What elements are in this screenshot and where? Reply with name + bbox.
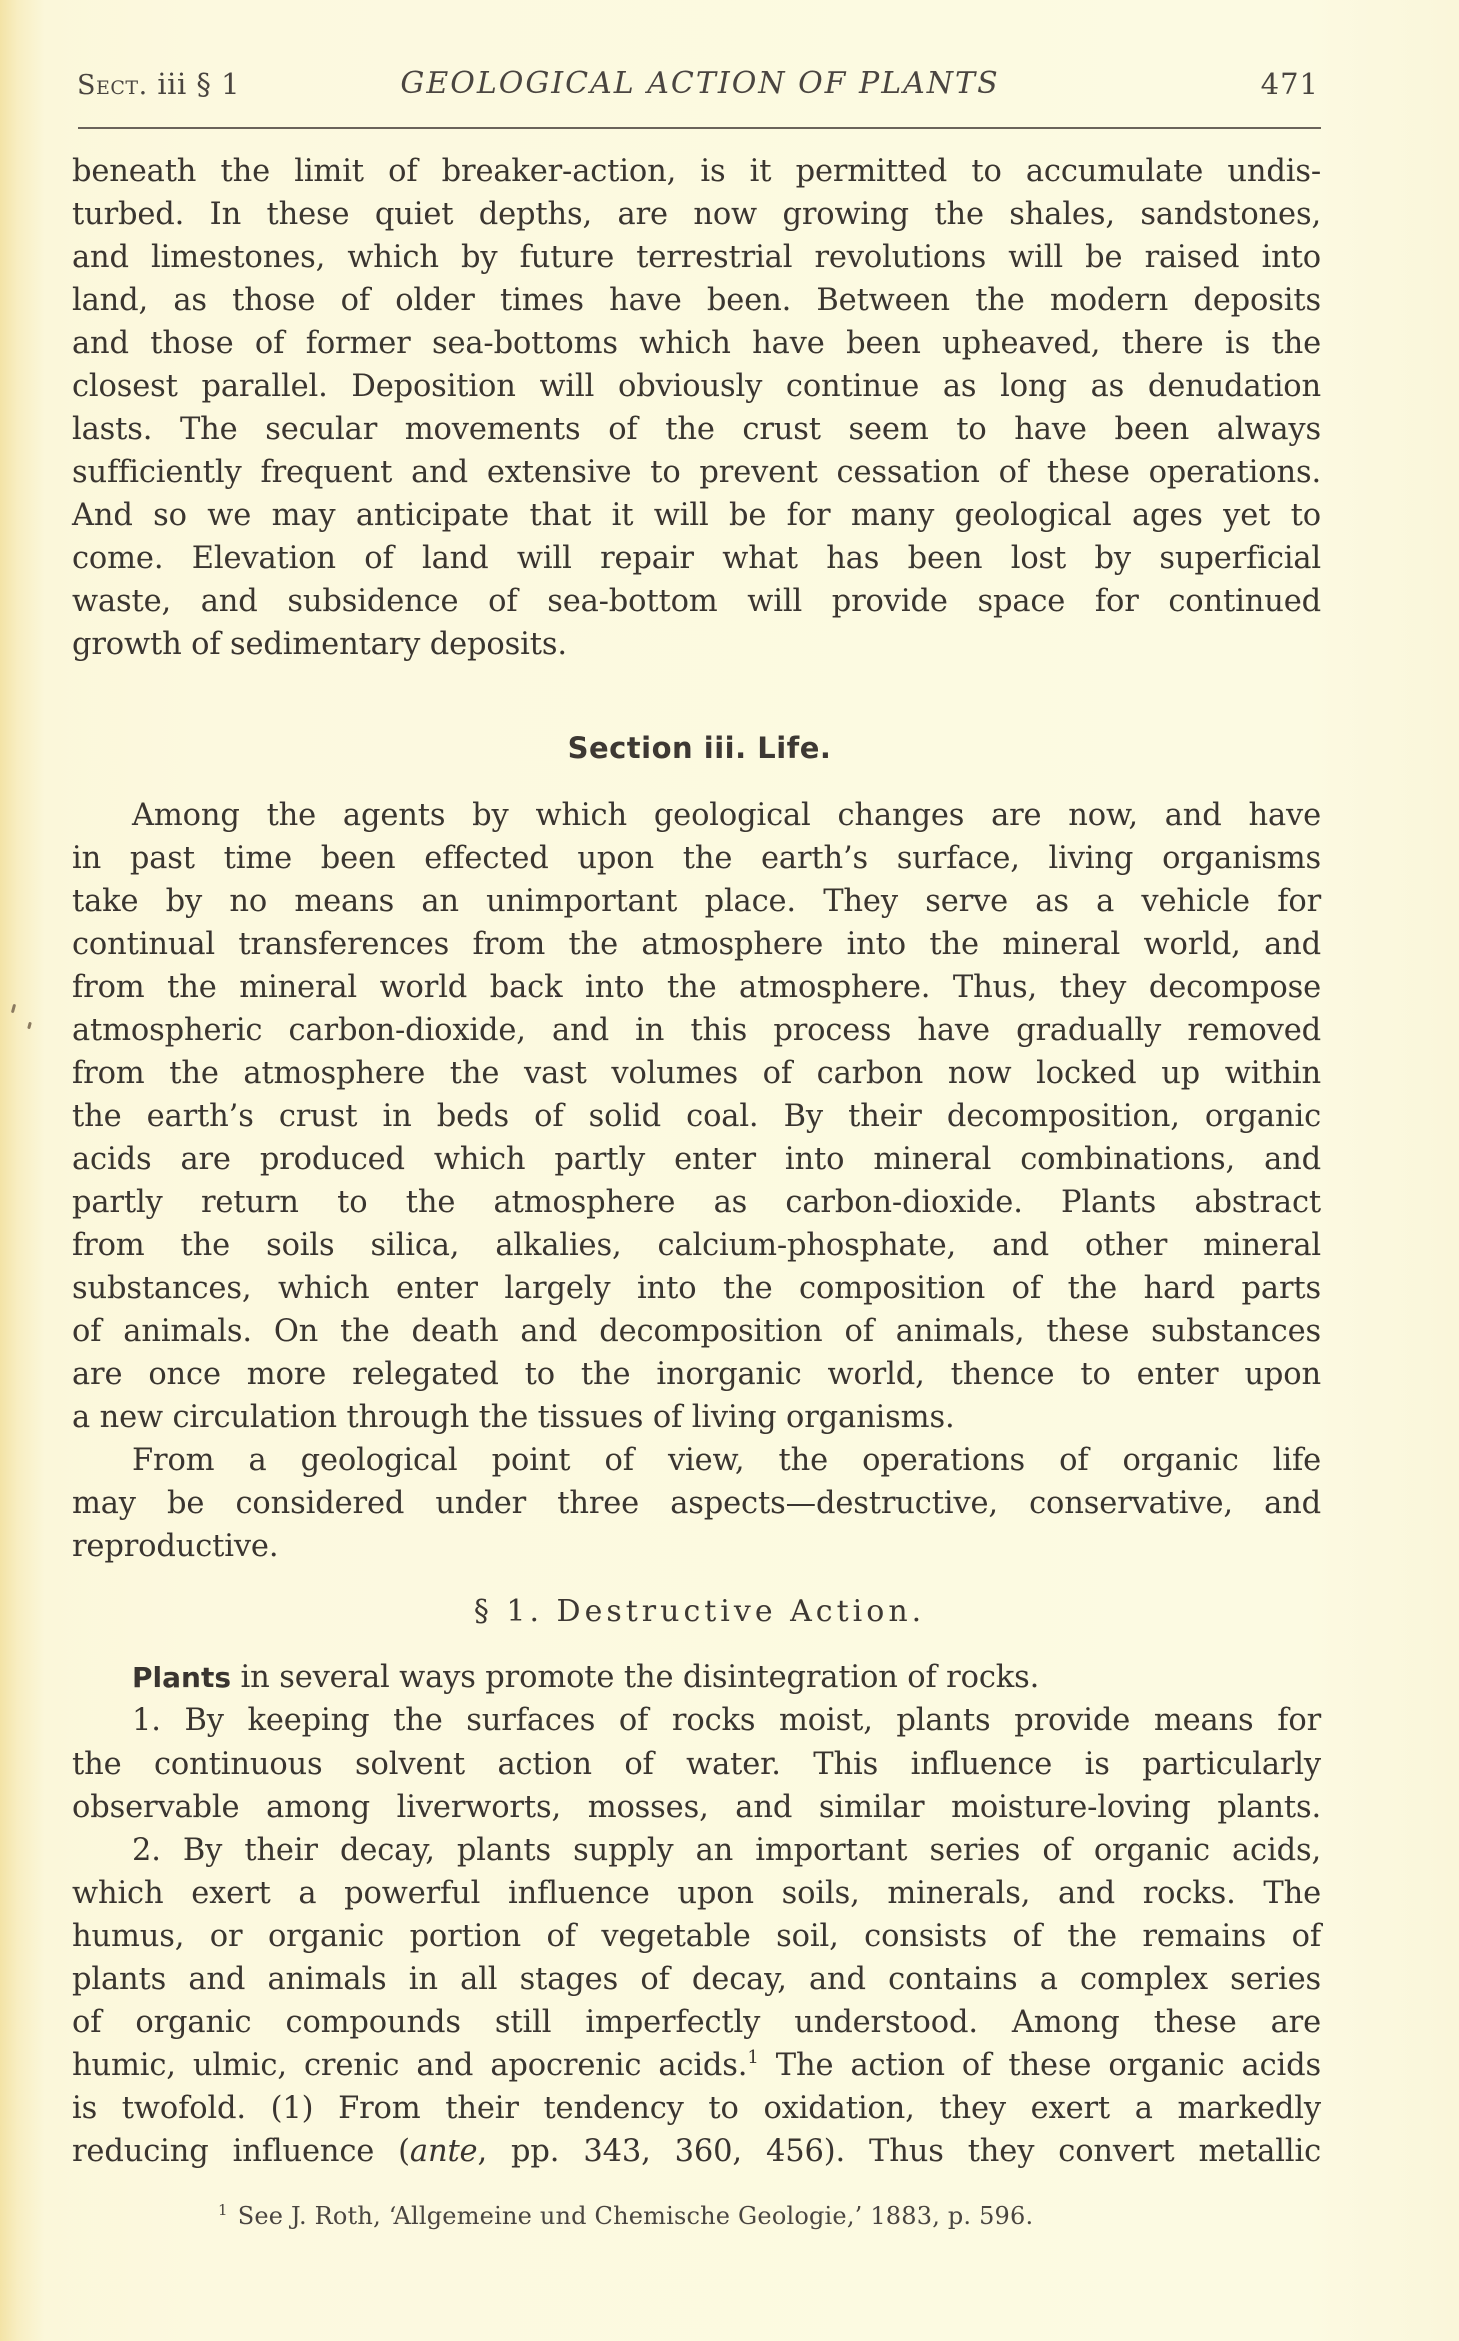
text-line: land, as those of older times have been. Between the modern deposits [72, 283, 1321, 318]
text-line: 2. By their decay, plants supply an important series of organic acids, [132, 1833, 1321, 1868]
text-line [72, 2044, 1321, 2087]
running-header-section [77, 62, 240, 106]
text-line: in past time been effected upon the earth’s surface, living organisms [72, 841, 1321, 876]
text-line: turbed. In these quiet depths, are now growing the shales, sandstones, [72, 197, 1321, 232]
text-line: beneath the limit of breaker-action, is it permitted to accumulate undis- [72, 154, 1321, 189]
text-line: continual transferences from the atmosphere into the mineral world, and [72, 927, 1321, 962]
text-line: From a geological point of view, the operations of organic life [132, 1443, 1321, 1478]
text-line: reproductive. [72, 1529, 279, 1564]
text-line: may be considered under three aspects—destructive, conservative, and [72, 1486, 1321, 1521]
text-line: closest parallel. Deposition will obviously continue as long as denudation [72, 369, 1321, 404]
text-line: a new circulation through the tissues of living organisms. [72, 1400, 955, 1435]
text-line: the earth’s crust in beds of solid coal. By their decomposition, organic [72, 1099, 1321, 1134]
subsection-heading [0, 1590, 1459, 1634]
running-header-title: GEOLOGICAL ACTION OF PLANTS [400, 66, 1000, 101]
scan-speck [11, 1004, 16, 1013]
lead-word: Plants [132, 1661, 231, 1694]
text-line: and limestones, which by future terrestrial revolutions will be raised into [72, 240, 1321, 275]
section-prefix: Sect. [77, 70, 148, 101]
text-fragment: , pp. 343, 360, 456). Thus they convert metallic [477, 2134, 1321, 2169]
text-line: from the atmosphere the vast volumes of carbon now locked up within [72, 1056, 1321, 1091]
footnote-marker: 1 [218, 2201, 228, 2219]
footnote-text: See J. Roth, ‘Allgemeine und Chemische Geologie,’ 1883, p. 596. [237, 2202, 1034, 2230]
text-line: take by no means an unimportant place. They serve as a vehicle for [72, 884, 1321, 919]
text-line: come. Elevation of land will repair what has been lost by superficial [72, 541, 1321, 576]
paragraph-4 [132, 1656, 1321, 1699]
text-line: and those of former sea-bottoms which have been upheaved, there is the [72, 326, 1321, 361]
scan-speck [27, 1022, 32, 1030]
section-ref: iii § 1 [157, 67, 241, 101]
text-line: plants and animals in all stages of decay, and contains a complex series [72, 1962, 1321, 1997]
lead-rest: in several ways promote the disintegration of rocks. [231, 1660, 1040, 1695]
text-line: atmospheric carbon-dioxide, and in this process have gradually removed [72, 1013, 1321, 1048]
text-line: And so we may anticipate that it will be for many geological ages yet to [72, 498, 1321, 533]
text-line: from the mineral world back into the atmosphere. Thus, they decompose [72, 970, 1321, 1005]
header-rule [78, 127, 1321, 129]
text-line: lasts. The secular movements of the crust seem to have been always [72, 412, 1321, 447]
text-line: sufficiently frequent and extensive to prevent cessation of these operations. [72, 455, 1321, 490]
text-line: growth of sedimentary deposits. [72, 627, 567, 662]
text-line: of animals. On the death and decomposition of animals, these substances [72, 1314, 1321, 1349]
subsection-heading-text: § 1. Destructive Action. [473, 1594, 926, 1629]
text-line: from the soils silica, alkalies, calcium-phosphate, and other mineral [72, 1228, 1321, 1263]
text-line: which exert a powerful influence upon soils, minerals, and rocks. The [72, 1876, 1321, 1911]
section-heading-text: Section iii. Life. [567, 731, 832, 765]
text-line: are once more relegated to the inorganic world, thence to enter upon [72, 1357, 1321, 1392]
italic-ref: ante [409, 2134, 478, 2169]
text-line: humus, or organic portion of vegetable soil, consists of the remains of [72, 1919, 1321, 1954]
text-line: substances, which enter largely into the composition of the hard parts [72, 1271, 1321, 1306]
footnote [218, 2196, 1033, 2236]
text-line: is twofold. (1) From their tendency to oxidation, they exert a markedly [72, 2091, 1321, 2126]
page-number: 471 [1260, 67, 1319, 101]
text-line: of organic compounds still imperfectly understood. Among these are [72, 2005, 1321, 2040]
text-line: 1. By keeping the surfaces of rocks moist, plants provide means for [132, 1703, 1321, 1738]
text-line [72, 2130, 1321, 2173]
text-line: Among the agents by which geological changes are now, and have [132, 798, 1321, 833]
text-line: observable among liverworts, mosses, and similar moisture-loving plants. [72, 1790, 1321, 1825]
text-line: acids are produced which partly enter into mineral combinations, and [72, 1142, 1321, 1177]
text-fragment: reducing influence ( [72, 2134, 410, 2169]
footnote-ref[interactable]: 1 [747, 2047, 759, 2068]
section-heading [0, 726, 1459, 770]
text-fragment: humic, ulmic, crenic and apocrenic acids. [72, 2048, 748, 2083]
text-line: partly return to the atmosphere as carbon-dioxide. Plants abstract [72, 1185, 1321, 1220]
text-fragment: The action of these organic acids [758, 2048, 1321, 2083]
text-line: the continuous solvent action of water. This influence is particularly [72, 1747, 1321, 1782]
text-line: waste, and subsidence of sea-bottom will provide space for continued [72, 584, 1321, 619]
